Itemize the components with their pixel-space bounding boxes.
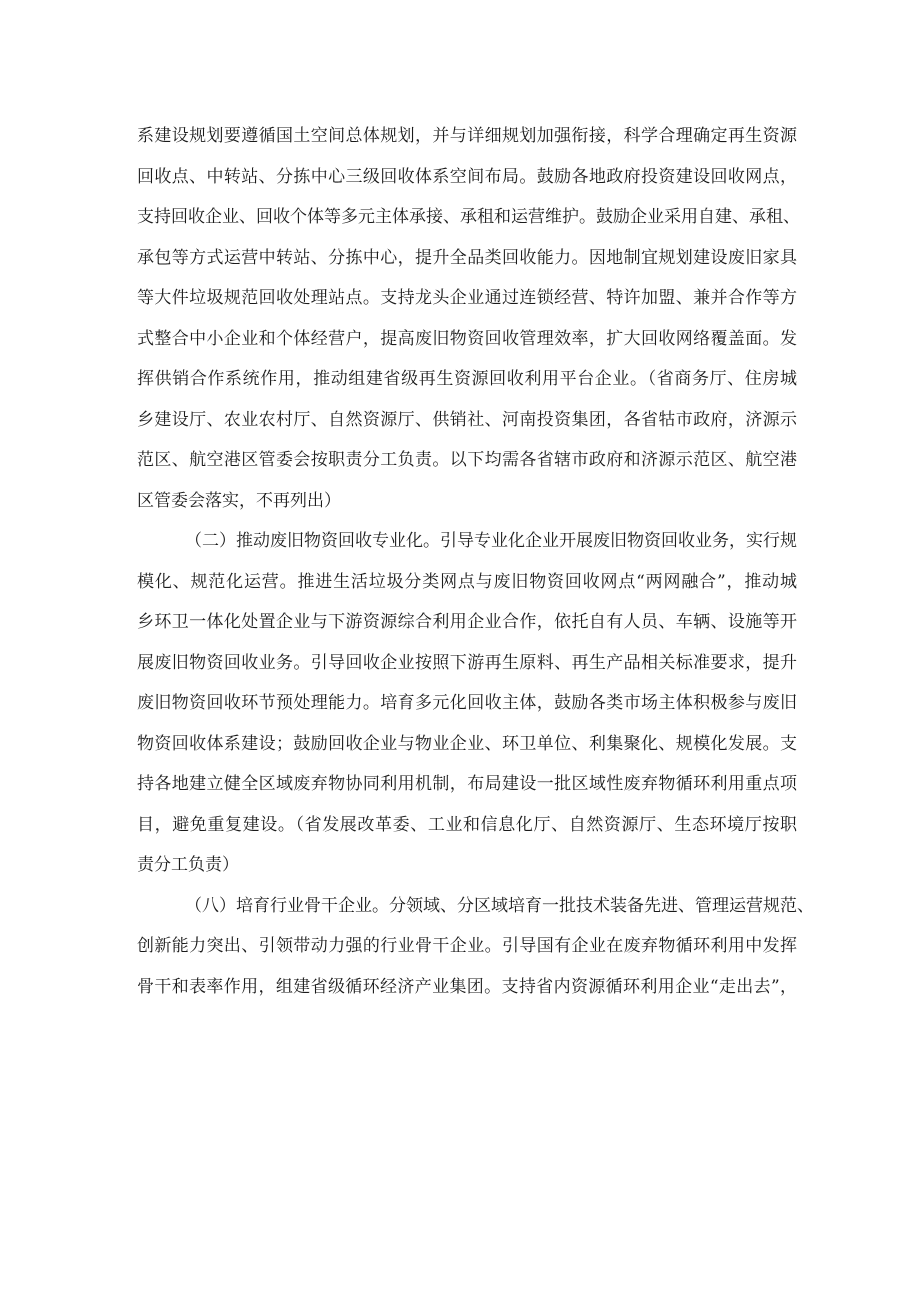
- document-body: [137, 116, 814, 1007]
- text-line: 持各地建立健全区域废弃物协同利用机制，布局建设一批区域性废弃物循环利用重点项: [137, 774, 797, 794]
- paragraph-2: [137, 521, 797, 886]
- text-line: 创新能力突出、引领带动力强的行业骨干企业。引导国有企业在废弃物循环利用中发挥: [137, 936, 797, 956]
- paragraph-heading-line: （八）培育行业骨干企业。分领域、分区域培育一批技术装备先进、管理运营规范、: [185, 895, 814, 916]
- text-line: 责分工负责）: [137, 855, 239, 875]
- paragraph-heading-line: （二）推动废旧物资回收专业化。引导专业化企业开展废旧物资回收业务，实行规: [185, 531, 797, 551]
- text-line: 乡建设厅、农业农村厅、自然资源厅、供销社、河南投资集团，各省牯市政府，济源示: [137, 409, 797, 430]
- text-line: 目，避免重复建设。（省发展改革委、工业和信息化厅、自然资源厅、生态环境厅按职: [137, 814, 797, 835]
- text-line: 骨干和表率作用，组建省级循环经济产业集团。支持省内资源循环利用企业“走出去”，: [137, 976, 797, 997]
- paragraph-3: [137, 886, 814, 1008]
- text-line: 支持回收企业、回收个体等多元主体承接、承租和运营维护。鼓励企业采用自建、承租、: [137, 207, 800, 227]
- text-line: 模化、规范化运营。推进生活垃圾分类网点与废旧物资回收网点“两网融合”，推动城: [137, 571, 797, 592]
- text-line: 废旧物资回收环节预处理能力。培育多元化回收主体，鼓励各类市场主体积极参与废旧: [137, 693, 797, 713]
- text-line: 承包等方式运营中转站、分拣中心，提升全品类回收能力。因地制宜规划建设废旧家具: [137, 247, 797, 268]
- text-line: 乡环卫一体化处置企业与下游资源综合利用企业合作，依托自有人员、车辆、设施等开: [137, 612, 797, 632]
- text-line: 等大件垃圾规范回收处理站点。支持龙头企业通过连锁经营、特许加盟、兼并合作等方: [137, 288, 797, 308]
- text-line: 系建设规划要遵循国土空间总体规划，并与详细规划加强衔接，科学合理确定再生资源: [137, 126, 797, 146]
- text-line: 展废旧物资回收业务。引导回收企业按照下游再生原料、再生产品相关标准要求，提升: [137, 652, 797, 673]
- paragraph-1: [137, 116, 800, 521]
- text-line: 式整合中小企业和个体经营户，提高废旧物资回收管理效率，扩大回收网络覆盖面。发: [137, 328, 797, 349]
- text-line: 范区、航空港区管委会按职责分工负责。以下均需各省辖市政府和济源示范区、航空港: [137, 450, 797, 470]
- text-line: 区管委会落实，不再列出）: [137, 490, 341, 511]
- text-line: 回收点、中转站、分拣中心三级回收体系空间布局。鼓励各地政府投资建设回收网点，: [137, 166, 797, 187]
- text-line: 挥供销合作系统作用，推动组建省级再生资源回收利用平台企业。（省商务厅、住房城: [137, 369, 797, 389]
- text-line: 物资回收体系建设；鼓励回收企业与物业企业、环卫单位、利集聚化、规模化发展。支: [137, 733, 797, 754]
